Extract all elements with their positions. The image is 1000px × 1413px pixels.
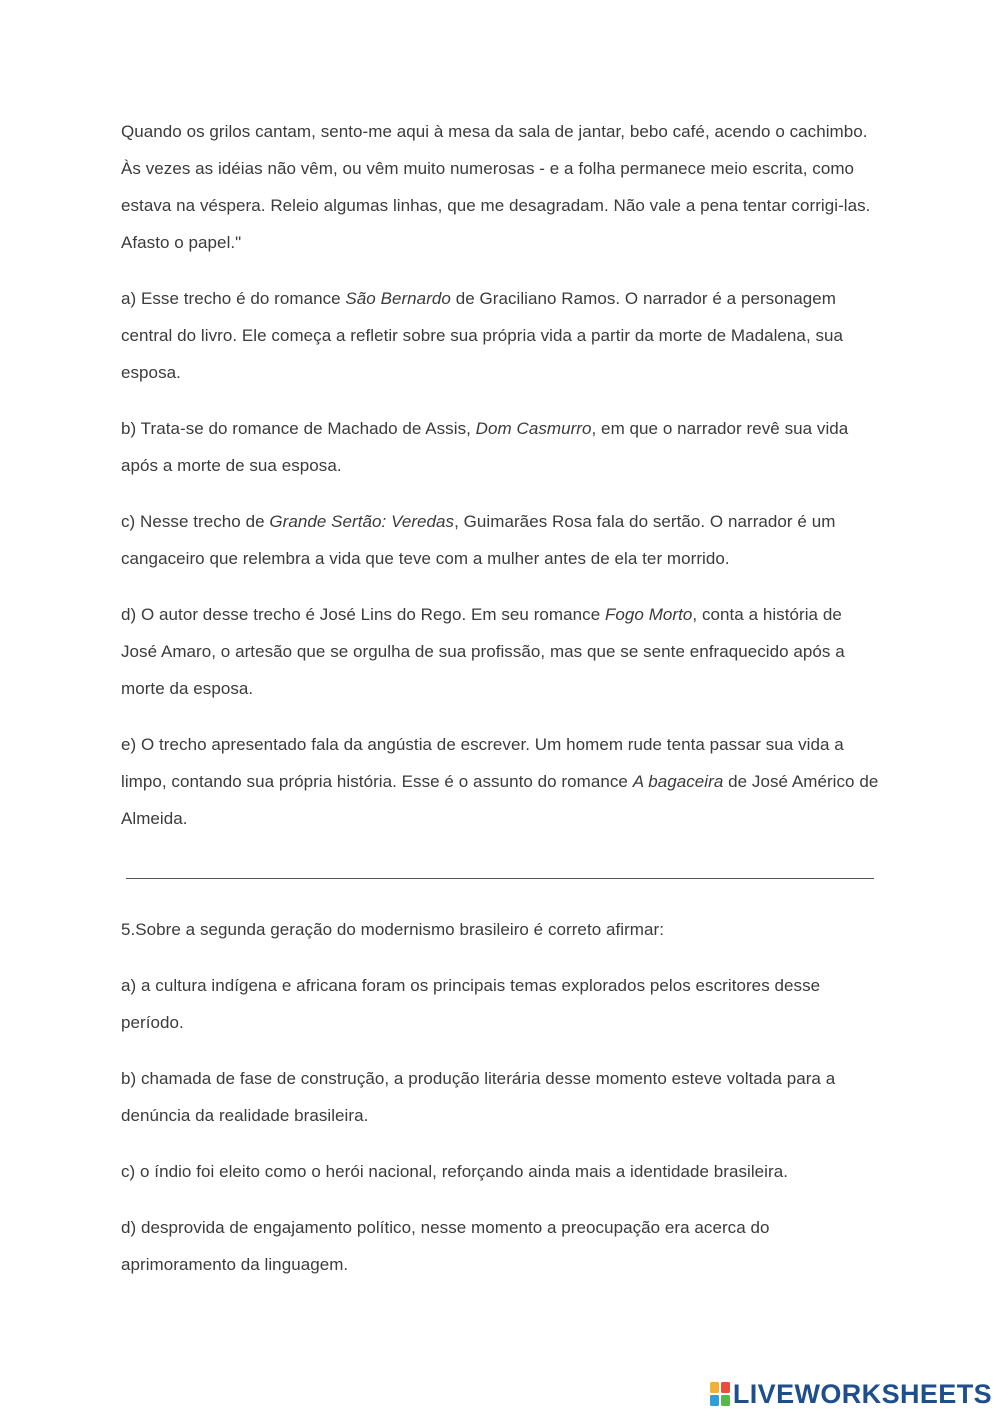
section-divider	[126, 878, 874, 879]
question5-option-b: b) chamada de fase de construção, a produção literária desse momento esteve voltada para a denúncia da realidade brasileira.	[121, 1069, 836, 1125]
book-title: A bagaceira	[632, 772, 724, 791]
question4-option-e: e) O trecho apresentado fala da angústia de escrever. Um homem rude tenta passar sua vida a limpo, contando sua própria história. Esse é o assunto do romance A bagaceira de José Américo de Almeida.	[121, 735, 879, 828]
book-title: Dom Casmurro	[475, 419, 592, 438]
liveworksheets-logo-icon	[710, 1382, 730, 1406]
logo-square-yellow	[710, 1382, 719, 1393]
worksheet-page	[121, 113, 881, 1283]
question5-option-c: c) o índio foi eleito como o herói nacional, reforçando ainda mais a identidade brasileira.	[121, 1162, 788, 1181]
logo-square-green	[721, 1395, 730, 1406]
question5-option-d: d) desprovida de engajamento político, nesse momento a preocupação era acerca do aprimoramento da linguagem.	[121, 1218, 770, 1274]
brand-name: LIVEWORKSHEETS	[732, 1378, 992, 1409]
book-title: Fogo Morto	[604, 605, 693, 624]
question4-option-b: b) Trata-se do romance de Machado de Assis, Dom Casmurro, em que o narrador revê sua vida após a morte de sua esposa.	[121, 419, 849, 475]
book-title: São Bernardo	[345, 289, 451, 308]
question4-option-c: c) Nesse trecho de Grande Sertão: Veredas, Guimarães Rosa fala do sertão. O narrador é um cangaceiro que relembra a vida que teve com a mulher antes de ela ter morrido.	[121, 512, 836, 568]
logo-square-blue	[710, 1395, 719, 1406]
question5-prompt: 5.Sobre a segunda geração do modernismo brasileiro é correto afirmar:	[121, 920, 665, 939]
question4-option-a: a) Esse trecho é do romance São Bernardo de Graciliano Ramos. O narrador é a personagem central do livro. Ele começa a refletir sobre sua própria vida a partir da morte de Madalena, sua esposa.	[121, 289, 844, 382]
question4-option-d: d) O autor desse trecho é José Lins do Rego. Em seu romance Fogo Morto, conta a história de José Amaro, o artesão que se orgulha de sua profissão, mas que se sente enfraquecido após a morte da esposa.	[121, 605, 845, 698]
logo-square-red	[721, 1382, 730, 1393]
book-title: Grande Sertão: Veredas	[269, 512, 455, 531]
passage-text: Quando os grilos cantam, sento-me aqui à mesa da sala de jantar, bebo café, acendo o cachimbo. Às vezes as idéias não vêm, ou vêm muito numerosas - e a folha permanece meio escrita, como estava na véspera. Releio algumas linhas, que me desagradam. Não vale a pena tentar corrigi-las. Afasto o papel."	[121, 122, 871, 252]
question5-option-a: a) a cultura indígena e africana foram os principais temas explorados pelos escritores desse período.	[121, 976, 821, 1032]
liveworksheets-logo	[710, 1377, 992, 1411]
